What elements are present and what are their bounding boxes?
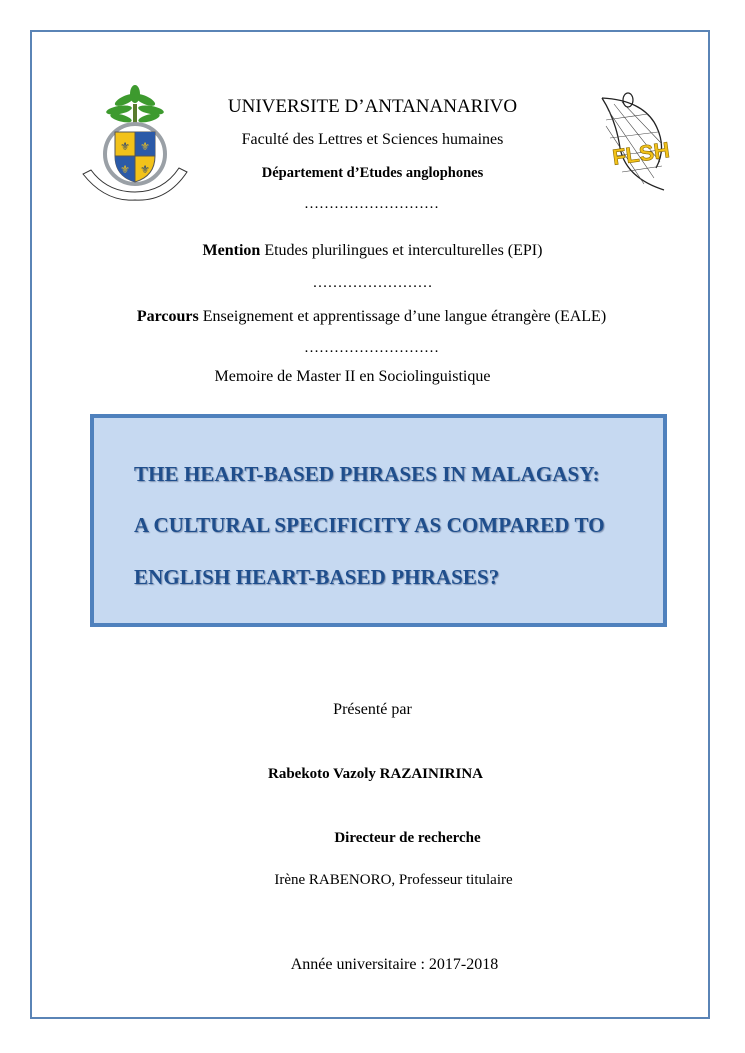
- director-name: Irène RABENORO, Professeur titulaire: [274, 872, 513, 888]
- thesis-title-line-2: A CULTURAL SPECIFICITY AS COMPARED TO: [134, 513, 605, 537]
- academic-year: Année universitaire : 2017-2018: [290, 956, 499, 973]
- svg-text:⚜: ⚜: [140, 140, 150, 153]
- parcours-label: Parcours: [136, 308, 199, 325]
- author-name: Rabekoto Vazoly RAZAINIRINA: [267, 766, 484, 782]
- thesis-title-box: [90, 414, 667, 627]
- parcours-value: Enseignement et apprentissage d’une langue étrangère (EALE): [202, 308, 607, 325]
- mention-label: Mention: [202, 242, 261, 259]
- mention-line: [0, 242, 745, 260]
- faculty-name: Faculté des Lettres et Sciences humaines: [241, 131, 504, 148]
- parcours-line: [0, 308, 744, 326]
- separator-dots: ………………………: [304, 196, 439, 212]
- department-name: Département d’Etudes anglophones: [261, 165, 484, 181]
- thesis-title-line-1: THE HEART-BASED PHRASES IN MALAGASY:: [134, 462, 600, 486]
- svg-text:⚜: ⚜: [120, 140, 130, 153]
- memoire-line: Memoire de Master II en Sociolinguistique: [214, 368, 491, 385]
- thesis-title-line-3: ENGLISH HEART-BASED PHRASES?: [134, 565, 500, 589]
- svg-text:⚜: ⚜: [140, 163, 150, 176]
- director-label: Directeur de recherche: [334, 830, 481, 846]
- separator-dots: ……………………: [312, 275, 433, 291]
- mention-value: Etudes plurilingues et interculturelles (EPI): [264, 242, 543, 259]
- university-name: UNIVERSITE D’ANTANANARIVO: [227, 96, 518, 117]
- presented-by-label: Présenté par: [333, 701, 412, 718]
- svg-text:⚜: ⚜: [120, 163, 130, 176]
- separator-dots: ………………………: [304, 340, 439, 356]
- svg-text:FLSH: FLSH: [610, 137, 672, 170]
